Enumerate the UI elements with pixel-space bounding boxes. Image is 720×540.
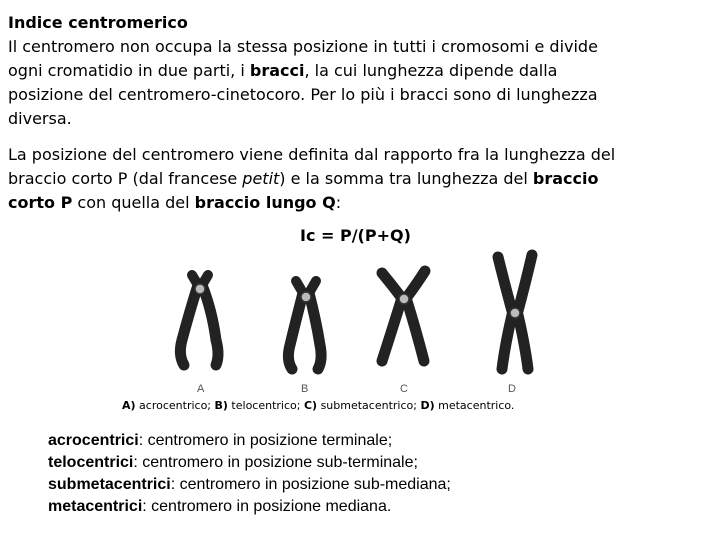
text-segment: braccio corto P (dal francese bbox=[8, 169, 243, 188]
paragraph-intro-line-3: posizione del centromero-cinetocoro. Per lo più i bracci sono di lunghezza bbox=[8, 85, 598, 104]
italic-petit: petit bbox=[242, 169, 280, 188]
definition-text: : centromero in posizione mediana. bbox=[142, 498, 392, 515]
text-segment: , la cui lunghezza dipende dalla bbox=[304, 61, 558, 80]
caption-text: acrocentrico; bbox=[135, 399, 215, 412]
label-b: B bbox=[301, 383, 309, 395]
definition-item bbox=[48, 430, 451, 452]
chromosome-figure bbox=[120, 245, 620, 415]
caption-text: metacentrico. bbox=[434, 399, 515, 412]
text-segment: ) e la somma tra lunghezza del bbox=[279, 169, 533, 188]
text-segment: : bbox=[335, 193, 342, 212]
formula: Ic = P/(P+Q) bbox=[300, 226, 411, 245]
caption-letter: A) bbox=[122, 399, 136, 412]
label-a: A bbox=[197, 383, 205, 395]
label-c: C bbox=[400, 383, 408, 395]
definition-text: : centromero in posizione sub-mediana; bbox=[170, 476, 451, 493]
definition-text: : centromero in posizione terminale; bbox=[138, 432, 393, 449]
paragraph-intro-line-1: Il centromero non occupa la stessa posizione in tutti i cromosomi e divide bbox=[8, 37, 598, 56]
text-segment: ogni cromatidio in due parti, i bbox=[8, 61, 250, 80]
chromosome-a-acrocentric bbox=[180, 275, 218, 365]
paragraph-definition-line-1: La posizione del centromero viene definita dal rapporto fra la lunghezza del bbox=[8, 145, 616, 164]
definition-item bbox=[48, 452, 451, 474]
definition-text: : centromero in posizione sub-terminale; bbox=[133, 454, 418, 471]
chromosome-d-metacentric bbox=[498, 255, 532, 369]
text-segment: con quella del bbox=[72, 193, 195, 212]
chromosome-c-submetacentric bbox=[382, 271, 425, 361]
definition-term: acrocentrici bbox=[48, 432, 139, 449]
chromosome-b-telocentric bbox=[288, 281, 321, 369]
figure-caption bbox=[122, 399, 514, 412]
definition-list bbox=[48, 430, 451, 518]
definition-item bbox=[48, 474, 451, 496]
paragraph-intro-line-2 bbox=[8, 60, 557, 82]
slide-title: Indice centromerico bbox=[8, 13, 188, 32]
paragraph-definition-line-3 bbox=[8, 192, 341, 214]
definition-term: submetacentrici bbox=[48, 476, 171, 493]
chromosome-illustration bbox=[120, 245, 620, 385]
label-d: D bbox=[508, 383, 516, 395]
paragraph-definition-line-2 bbox=[8, 168, 599, 190]
caption-letter: C) bbox=[303, 399, 318, 412]
keyword-bracci: bracci bbox=[249, 61, 305, 80]
caption-letter: B) bbox=[214, 399, 228, 412]
caption-text: telocentrico; bbox=[227, 399, 304, 412]
keyword-braccio-lungo-q: braccio lungo Q bbox=[194, 193, 336, 212]
caption-letter: D) bbox=[420, 399, 435, 412]
definition-term: metacentrici bbox=[48, 498, 143, 515]
definition-term: telocentrici bbox=[48, 454, 134, 471]
caption-text: submetacentrico; bbox=[317, 399, 421, 412]
keyword-corto-p: corto P bbox=[8, 193, 73, 212]
definition-item bbox=[48, 496, 451, 518]
keyword-braccio: braccio bbox=[532, 169, 599, 188]
paragraph-intro-line-4: diversa. bbox=[8, 109, 72, 128]
